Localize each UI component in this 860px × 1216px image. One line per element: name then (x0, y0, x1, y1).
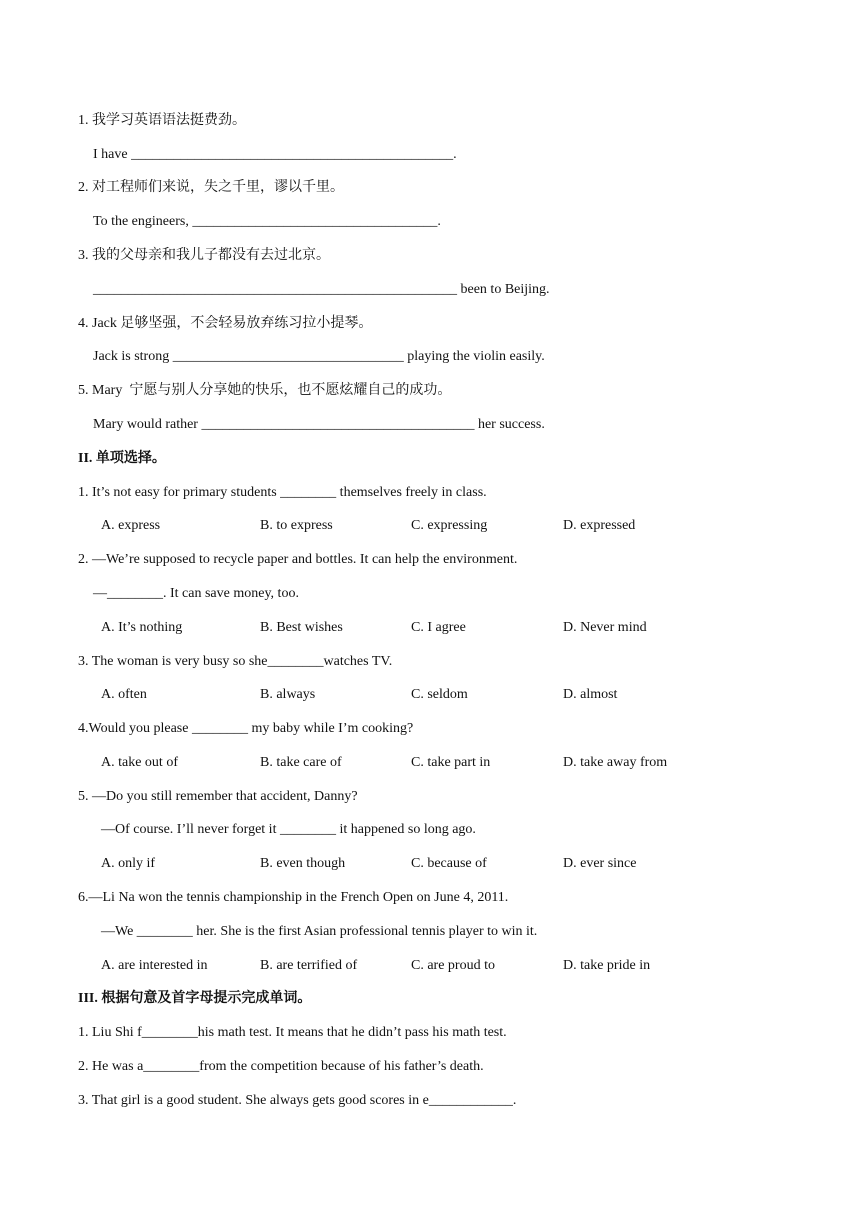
question-5-option-a: A. only if (101, 856, 156, 871)
section-heading-multiple-choice: II. 单项选择。 (78, 451, 166, 466)
question-4-option-b: B. take care of (260, 755, 342, 770)
question-1-option-c: C. expressing (411, 518, 488, 533)
question-6-option-b: B. are terrified of (260, 958, 358, 973)
question-2-stem-reply: —________. It can save money, too. (93, 586, 299, 601)
question-3-option-b: B. always (260, 687, 316, 702)
word-completion-item-2: 2. He was a________from the competition because of his father’s death. (78, 1059, 484, 1074)
question-5-stem-reply: —Of course. I’ll never forget it ________ it happened so long ago. (101, 822, 476, 837)
question-4-option-a: A. take out of (101, 755, 178, 770)
translation-item-1-chinese: 1. 我学习英语语法挺费劲。 (78, 113, 246, 128)
question-6-option-c: C. are proud to (411, 958, 495, 973)
translation-item-3-english: ____________________________________________________ been to Beijing. (93, 282, 550, 297)
question-5-option-b: B. even though (260, 856, 346, 871)
word-completion-item-3: 3. That girl is a good student. She always gets good scores in e____________. (78, 1093, 517, 1108)
question-5-option-c: C. because of (411, 856, 487, 871)
question-4-stem: 4.Would you please ________ my baby while I’m cooking? (78, 721, 414, 736)
translation-item-3-chinese: 3. 我的父母亲和我儿子都没有去过北京。 (78, 248, 330, 263)
question-1-option-b: B. to express (260, 518, 333, 533)
translation-item-4-english: Jack is strong _________________________________ playing the violin easily. (93, 349, 545, 364)
question-3-option-a: A. often (101, 687, 147, 702)
question-5-stem: 5. —Do you still remember that accident, Danny? (78, 789, 358, 804)
question-2-stem: 2. —We’re supposed to recycle paper and bottles. It can help the environment. (78, 552, 518, 567)
question-2-option-b: B. Best wishes (260, 620, 343, 635)
translation-item-5-chinese: 5. Mary 宁愿与别人分享她的快乐，也不愿炫耀自己的成功。 (78, 383, 452, 398)
question-6-stem: 6.—Li Na won the tennis championship in the French Open on June 4, 2011. (78, 890, 509, 905)
translation-item-2-chinese: 2. 对工程师们来说，失之千里，谬以千里。 (78, 180, 344, 195)
question-3-option-d: D. almost (563, 687, 618, 702)
question-2-option-c: C. I agree (411, 620, 466, 635)
translation-item-1-english: I have ______________________________________________. (93, 147, 457, 162)
question-4-option-c: C. take part in (411, 755, 491, 770)
question-6-stem-reply: —We ________ her. She is the first Asian professional tennis player to win it. (101, 924, 538, 939)
section-heading-word-completion: III. 根据句意及首字母提示完成单词。 (78, 991, 312, 1006)
question-6-option-a: A. are interested in (101, 958, 208, 973)
translation-item-4-chinese: 4. Jack 足够坚强，不会轻易放弃练习拉小提琴。 (78, 316, 373, 331)
translation-item-5-english: Mary would rather _______________________________________ her success. (93, 417, 545, 432)
question-3-option-c: C. seldom (411, 687, 468, 702)
question-5-option-d: D. ever since (563, 856, 637, 871)
translation-item-2-english: To the engineers, ___________________________________. (93, 214, 441, 229)
question-2-option-d: D. Never mind (563, 620, 647, 635)
question-1-option-d: D. expressed (563, 518, 636, 533)
question-6-option-d: D. take pride in (563, 958, 651, 973)
question-3-stem: 3. The woman is very busy so she________watches TV. (78, 654, 393, 669)
question-1-option-a: A. express (101, 518, 161, 533)
question-2-option-a: A. It’s nothing (101, 620, 183, 635)
question-1-stem: 1. It’s not easy for primary students ________ themselves freely in class. (78, 485, 487, 500)
word-completion-item-1: 1. Liu Shi f________his math test. It means that he didn’t pass his math test. (78, 1025, 507, 1040)
question-4-option-d: D. take away from (563, 755, 668, 770)
